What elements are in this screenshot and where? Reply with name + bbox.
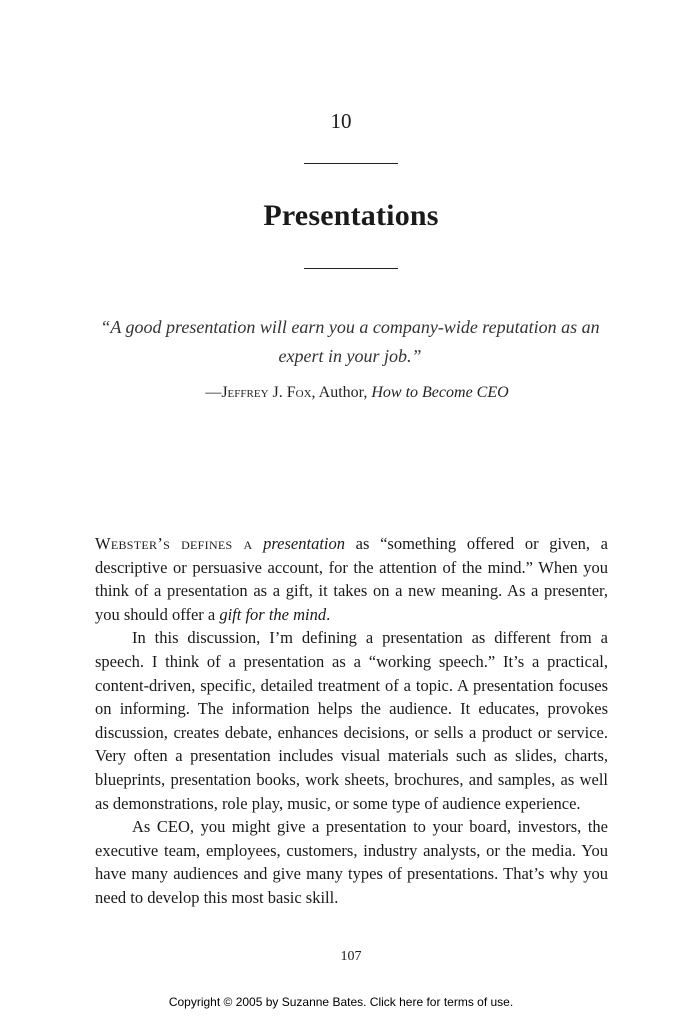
- paragraph-3: As CEO, you might give a presentation to your board, investors, the executive team, employees, customers, industry analysts, or the media. You have many audiences and give many types of presentations. That’s why you need to develop this most basic skill.: [95, 817, 608, 907]
- attribution-dash: —: [205, 384, 222, 401]
- bottom-divider: [304, 268, 398, 269]
- epigraph-quote: “A good presentation will earn you a company-wide reputation as an expert in your job.”: [100, 317, 600, 366]
- page-number: 107: [340, 949, 362, 964]
- chapter-title: Presentations: [263, 199, 439, 232]
- paragraph-1-text: as “something offered or given, a descriptive or persuasive account, for the attention of the mind.” When you think of a presentation as a gift, it takes on a new meaning. As a presenter, you should offer a: [95, 534, 609, 624]
- author-last-name: Fox: [286, 384, 312, 401]
- author-first-name: Jeffrey: [221, 384, 269, 401]
- paragraph-1-end: .: [326, 604, 331, 624]
- chapter-number: 10: [330, 109, 352, 133]
- presentation-term: presentation: [263, 534, 346, 553]
- paragraph-1: [95, 532, 608, 626]
- top-divider: [304, 163, 398, 164]
- gift-for-the-mind: gift for the mind: [219, 604, 327, 624]
- body-text: [95, 532, 608, 910]
- book-title: How to Become CEO: [371, 384, 509, 401]
- author-middle: J.: [268, 384, 287, 401]
- epigraph-attribution: [100, 381, 614, 405]
- author-role: , Author,: [311, 384, 372, 401]
- copyright-link[interactable]: Copyright © 2005 by Suzanne Bates. Click here for terms of use.: [168, 995, 514, 1009]
- paragraph-1-lead: Webster’s defines a: [95, 534, 253, 553]
- paragraph-2: In this discussion, I’m defining a presentation as different from a speech. I think of a presentation as a “working speech.” It’s a practical, content-driven, specific, detailed treatment of a topic. A presentation focuses on informing. The information helps the audience. It educates, provokes discussion, creates debate, enhances decisions, or sells a product or service. Very often a presentation includes visual materials such as slides, charts, blueprints, presentation books, work sheets, brochures, and samples, as well as demonstrations, role play, music, or some type of audience experience.: [95, 628, 608, 813]
